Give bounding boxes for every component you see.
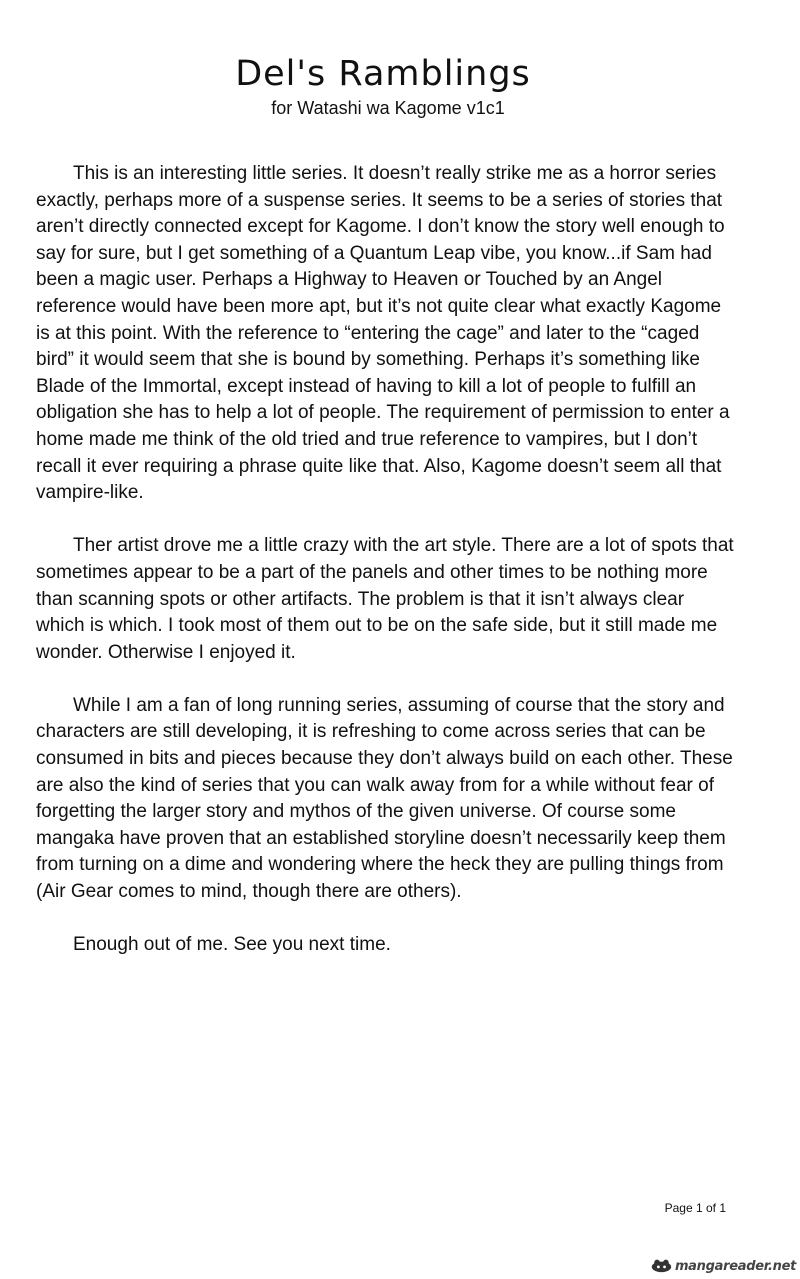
body-text <box>36 161 736 985</box>
watermark[interactable] <box>650 1256 796 1276</box>
paragraph-3: While I am a fan of long running series, assuming of course that the story and characters are still developing, it is refreshing to come across series that can be consumed in bits and pieces because they don’t always build on each other. These are also the kind of series that you can walk away from for a while without fear of forgetting the larger story and mythos of the given universe. Of course some mangaka have proven that an established storyline doesn’t necessarily keep them from turning on a dime and wondering where the heck they are pulling things from (Air Gear comes to mind, though there are others). <box>36 694 733 903</box>
page-title: Del's Ramblings <box>235 54 531 94</box>
mangareader-logo-icon <box>650 1257 673 1275</box>
page-number: Page 1 of 1 <box>664 1201 726 1215</box>
paragraph-1: This is an interesting little series. It doesn’t really strike me as a horror series exactly, perhaps more of a suspense series. It seems to be a series of stories that aren’t directly connected except for Kagome. I don’t know the story well enough to say for sure, but I get something of a Quantum Leap vibe, you know...if Sam had been a magic user. Perhaps a Highway to Heaven or Touched by an Angel reference would have been more apt, but it’s not quite clear what exactly Kagome is at this point. With the reference to “entering the cage” and later to the “caged bird” it would seem that she is bound by something. Perhaps it’s something like Blade of the Immortal, except instead of having to kill a lot of people to fulfill an obligation she has to help a lot of people. The requirement of permission to enter a home made me think of the old tried and true reference to vampires, but I don’t recall it ever requiring a phrase quite like that. Also, Kagome doesn’t seem all that vampire-like. <box>36 163 730 504</box>
paragraph-4: Enough out of me. See you next time. <box>73 934 391 956</box>
page-subtitle: for Watashi wa Kagome v1c1 <box>271 98 505 118</box>
watermark-text: mangareader.net <box>674 1258 796 1274</box>
paragraph-2: Ther artist drove me a little crazy with the art style. There are a lot of spots that sometimes appear to be a part of the panels and other times to be nothing more than scanning spots or other artifacts. The problem is that it isn’t always clear which is which. I took most of them out to be on the safe side, but it still made me wonder. Otherwise I enjoyed it. <box>36 535 734 663</box>
